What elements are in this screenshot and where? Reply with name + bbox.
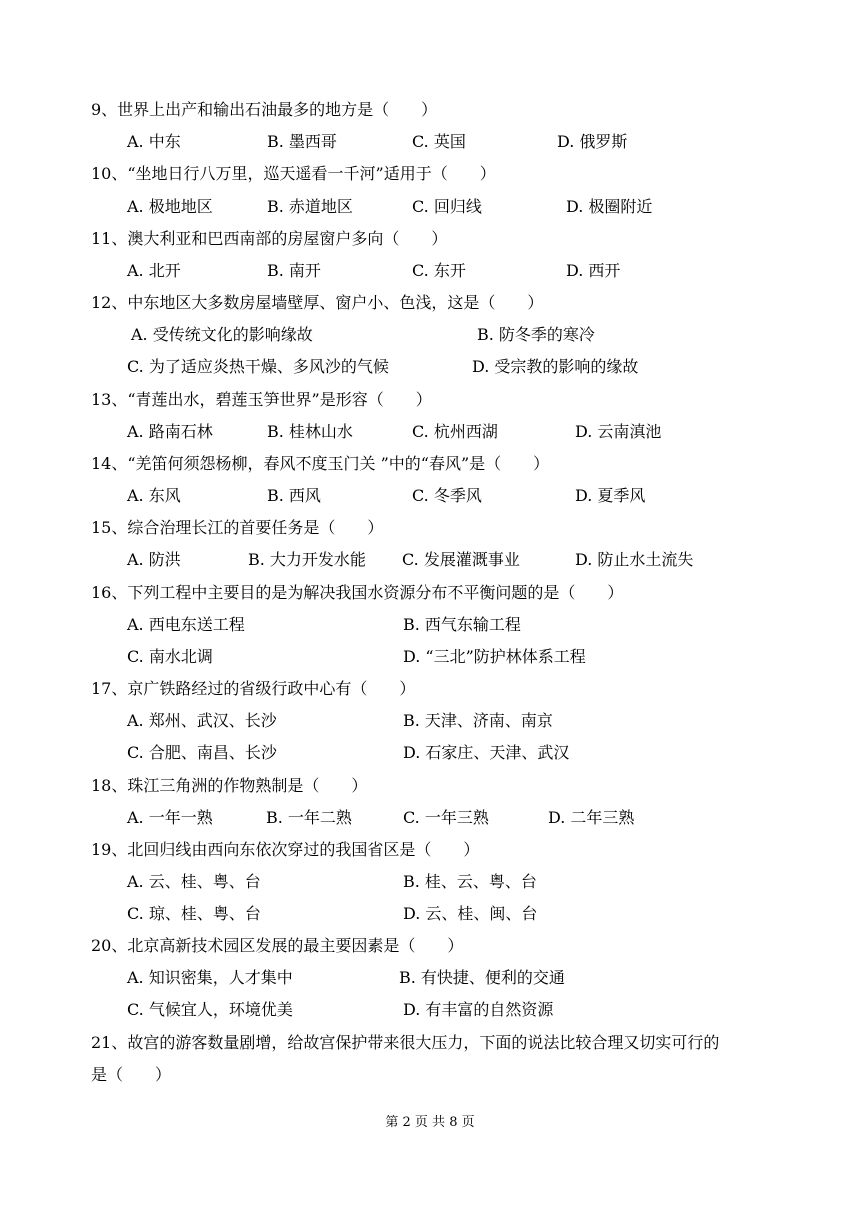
question-10-option-d: D. 极圈附近 <box>566 197 653 216</box>
question-12-stem: 12、中东地区大多数房屋墙壁厚、窗户小、色浅，这是（ ） <box>91 293 544 312</box>
question-15-option-b: B. 大力开发水能 <box>248 550 366 569</box>
question-18-option-d: D. 二年三熟 <box>548 808 635 827</box>
question-20-option-b: B. 有快捷、便利的交通 <box>399 968 565 987</box>
question-14-option-c: C. 冬季风 <box>412 486 482 505</box>
question-18-option-b: B. 一年二熟 <box>266 808 352 827</box>
question-10-option-b: B. 赤道地区 <box>267 197 353 216</box>
question-14-stem: 14、“羌笛何须怨杨柳，春风不度玉门关 ”中的“春风”是（ ） <box>91 454 550 473</box>
question-16-option-d: D. “三北”防护林体系工程 <box>403 647 586 666</box>
question-11-option-d: D. 西开 <box>566 261 621 280</box>
question-10-option-c: C. 回归线 <box>412 197 482 216</box>
question-19-option-a: A. 云、桂、粤、台 <box>127 872 261 891</box>
question-17-option-b: B. 天津、济南、南京 <box>403 711 553 730</box>
question-12-option-c: C. 为了适应炎热干燥、多风沙的气候 <box>127 357 389 376</box>
question-18-stem: 18、珠江三角洲的作物熟制是（ ） <box>91 776 368 795</box>
question-13-option-c: C. 杭州西湖 <box>412 422 498 441</box>
question-17-option-d: D. 石家庄、天津、武汉 <box>403 743 570 762</box>
question-19-option-b: B. 桂、云、粤、台 <box>403 872 537 891</box>
question-19-option-d: D. 云、桂、闽、台 <box>403 904 538 923</box>
question-21-stem-continued: 是（ ） <box>91 1065 172 1084</box>
question-11-option-b: B. 南开 <box>267 261 321 280</box>
question-14-option-a: A. 东风 <box>127 486 181 505</box>
question-15-option-c: C. 发展灌溉事业 <box>402 550 520 569</box>
question-19-option-c: C. 琼、桂、粤、台 <box>127 904 261 923</box>
question-11-option-c: C. 东开 <box>412 261 466 280</box>
question-9-option-d: D. 俄罗斯 <box>557 132 628 151</box>
question-15-stem: 15、综合治理长江的首要任务是（ ） <box>91 518 384 537</box>
question-17-stem: 17、京广铁路经过的省级行政中心有（ ） <box>91 679 416 698</box>
question-11-stem: 11、澳大利亚和巴西南部的房屋窗户多向（ ） <box>91 229 448 248</box>
question-16-option-c: C. 南水北调 <box>127 647 213 666</box>
question-16-stem: 16、下列工程中主要目的是为解决我国水资源分布不平衡问题的是（ ） <box>91 583 624 602</box>
question-14-option-d: D. 夏季风 <box>575 486 646 505</box>
question-9-stem: 9、世界上出产和输出石油最多的地方是（ ） <box>91 100 438 119</box>
question-9-option-c: C. 英国 <box>412 132 466 151</box>
question-18-option-c: C. 一年三熟 <box>403 808 489 827</box>
question-13-option-d: D. 云南滇池 <box>575 422 662 441</box>
question-16-option-b: B. 西气东输工程 <box>403 615 521 634</box>
page-number-footer: 第 2 页 共 8 页 <box>385 1115 475 1130</box>
question-14-option-b: B. 西风 <box>267 486 321 505</box>
question-12-option-b: B. 防冬季的寒冷 <box>477 325 595 344</box>
question-20-option-a: A. 知识密集，人才集中 <box>127 968 293 987</box>
question-17-option-c: C. 合肥、南昌、长沙 <box>127 743 277 762</box>
question-13-stem: 13、“青莲出水，碧莲玉笋世界”是形容（ ） <box>91 390 432 409</box>
question-13-option-b: B. 桂林山水 <box>267 422 353 441</box>
question-18-option-a: A. 一年一熟 <box>127 808 213 827</box>
question-11-option-a: A. 北开 <box>127 261 181 280</box>
question-20-option-c: C. 气候宜人，环境优美 <box>127 1000 293 1019</box>
question-17-option-a: A. 郑州、武汉、长沙 <box>127 711 277 730</box>
question-12-option-a: A. 受传统文化的影响缘故 <box>131 325 313 344</box>
question-10-stem: 10、“坐地日行八万里，巡天遥看一千河”适用于（ ） <box>91 164 496 183</box>
question-16-option-a: A. 西电东送工程 <box>127 615 245 634</box>
question-15-option-d: D. 防止水土流失 <box>575 550 694 569</box>
question-20-option-d: D. 有丰富的自然资源 <box>403 1000 554 1019</box>
question-15-option-a: A. 防洪 <box>127 550 181 569</box>
question-12-option-d: D. 受宗教的影响的缘故 <box>472 357 639 376</box>
question-9-option-a: A. 中东 <box>127 132 181 151</box>
question-21-stem: 21、故宫的游客数量剧增，给故宫保护带来很大压力，下面的说法比较合理又切实可行的 <box>91 1033 720 1052</box>
question-9-option-b: B. 墨西哥 <box>267 132 337 151</box>
question-13-option-a: A. 路南石林 <box>127 422 213 441</box>
question-19-stem: 19、北回归线由西向东依次穿过的我国省区是（ ） <box>91 840 480 859</box>
question-10-option-a: A. 极地地区 <box>127 197 213 216</box>
question-20-stem: 20、北京高新技术园区发展的最主要因素是（ ） <box>91 936 464 955</box>
